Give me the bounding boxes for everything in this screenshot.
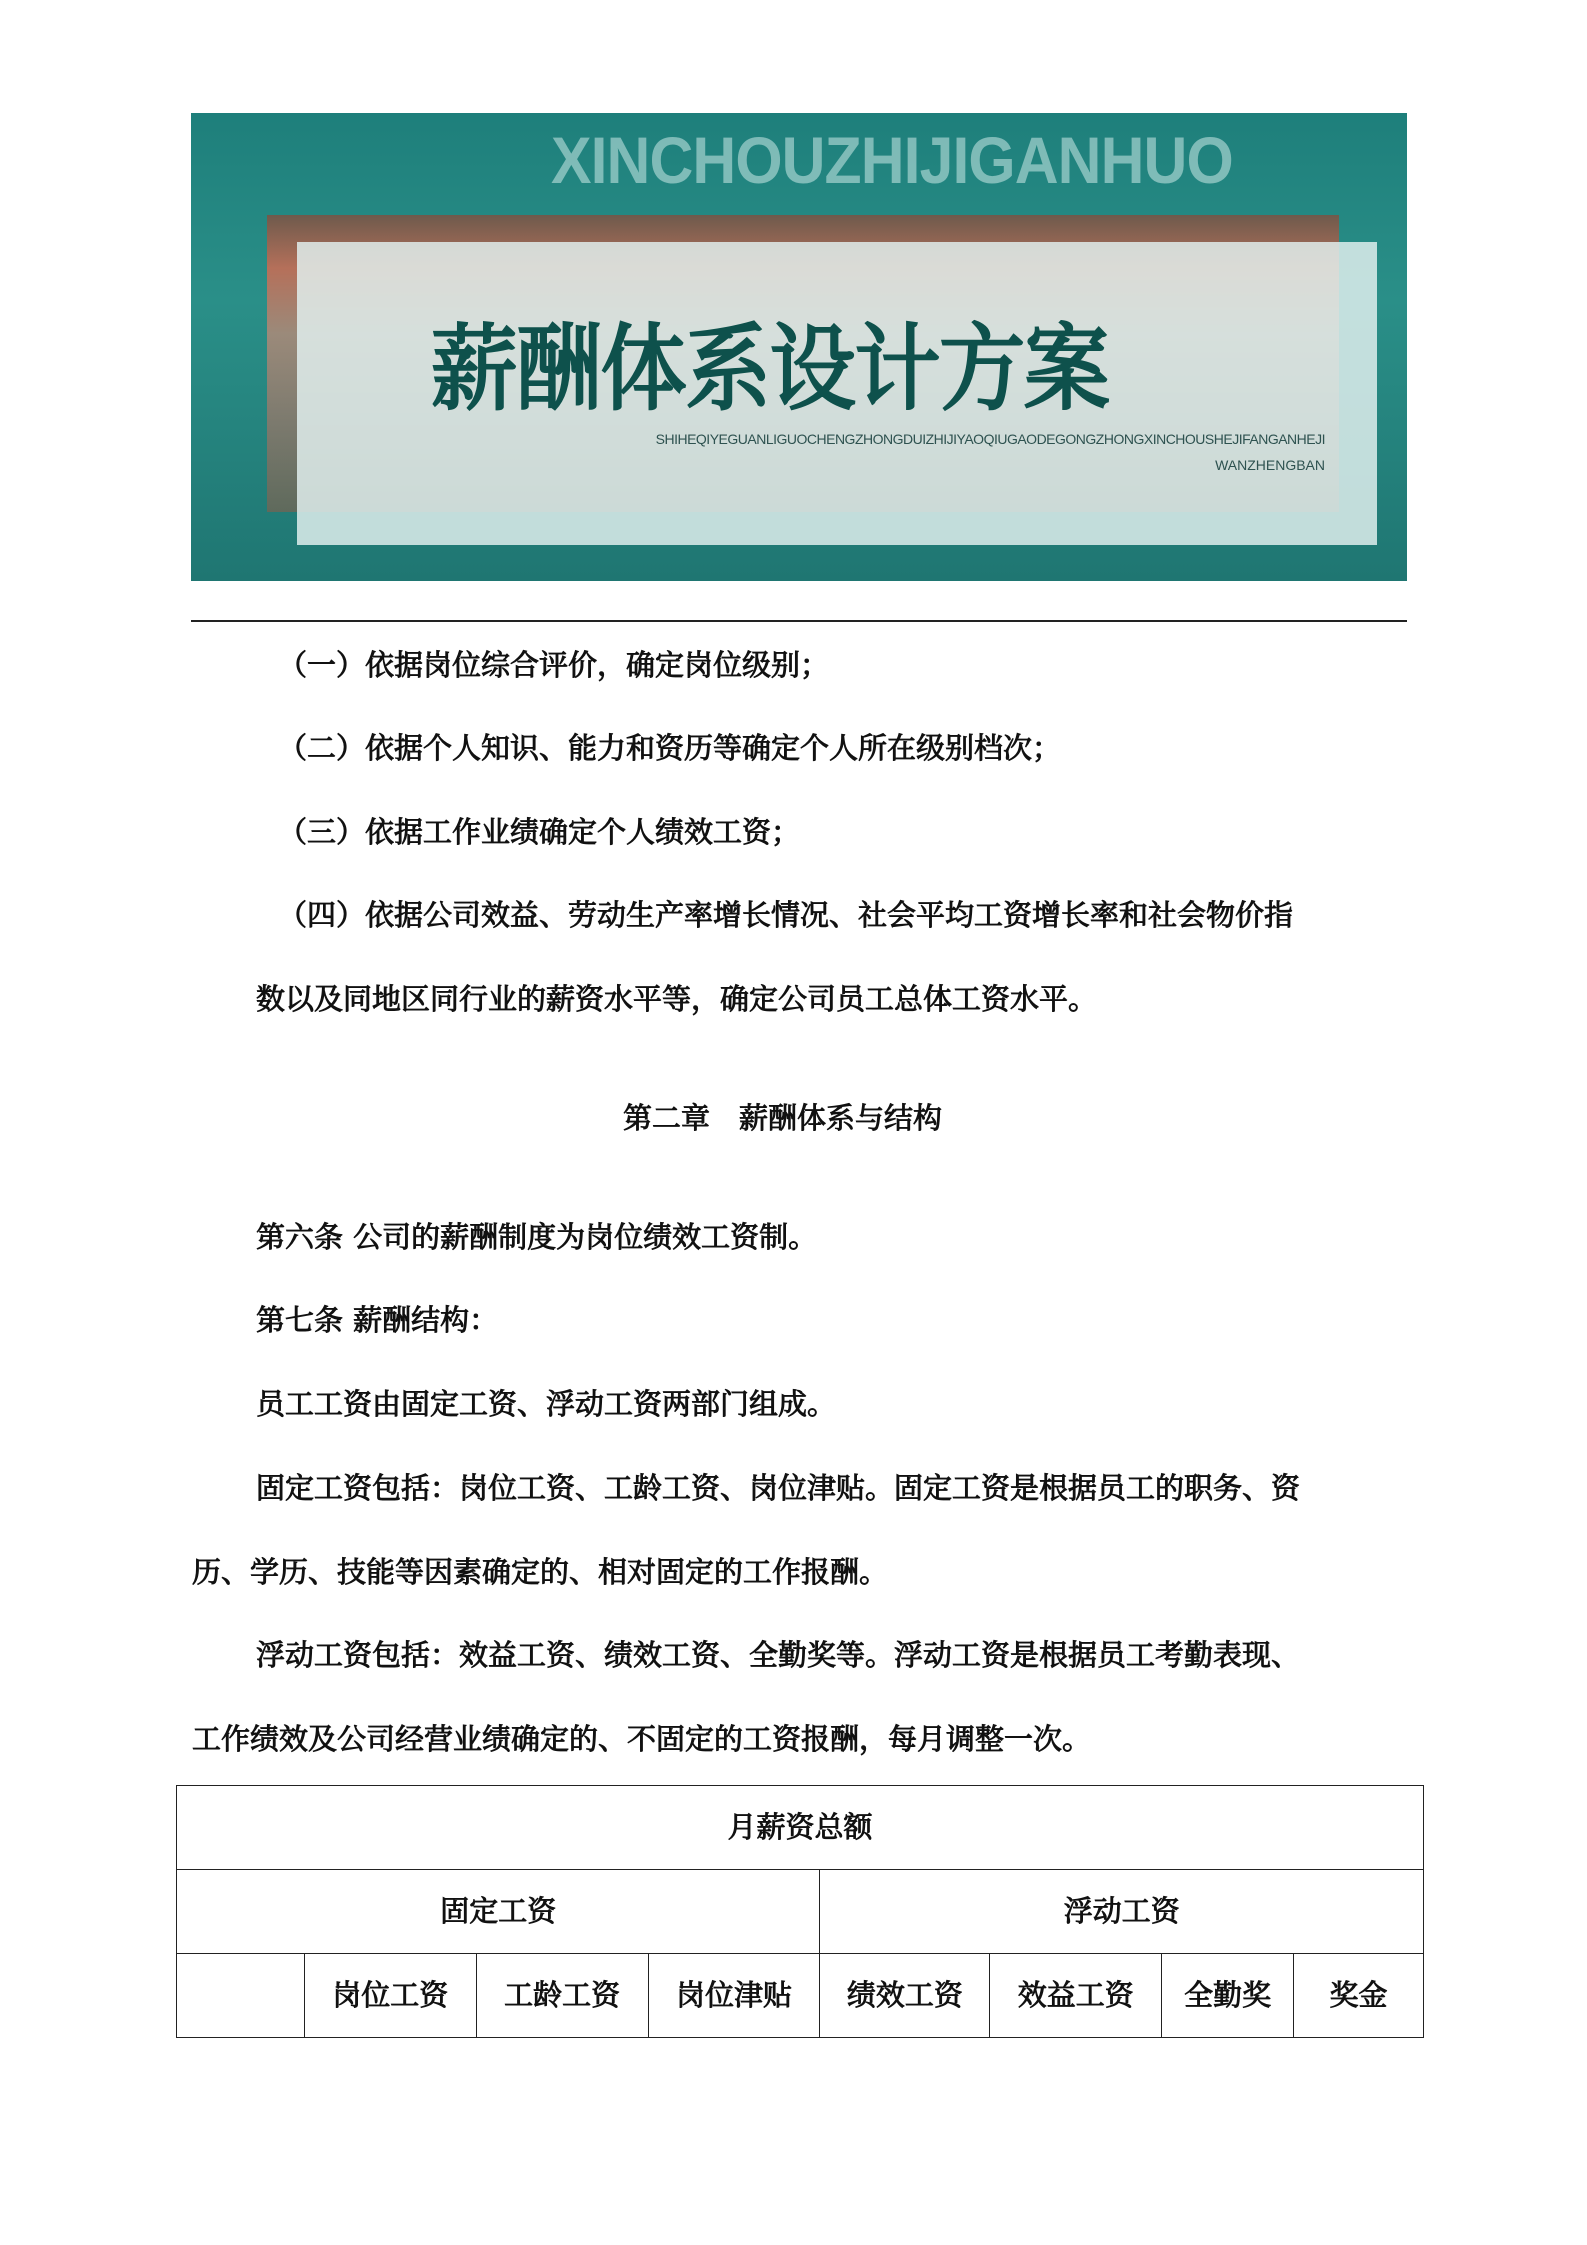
group-floating-salary: 浮动工资 <box>820 1870 1424 1954</box>
paragraph: 浮动工资包括：效益工资、绩效工资、全勤奖等。浮动工资是根据员工考勤表现、 <box>256 1638 1301 1672</box>
paragraph: 工作绩效及公司经营业绩确定的、不固定的工资报酬，每月调整一次。 <box>192 1722 1092 1756</box>
cover-banner <box>191 113 1407 581</box>
list-item: （四）依据公司效益、劳动生产率增长情况、社会平均工资增长率和社会物价指 <box>278 898 1294 932</box>
paragraph: 固定工资包括：岗位工资、工龄工资、岗位津贴。固定工资是根据员工的职务、资 <box>256 1471 1301 1505</box>
table-cell: 效益工资 <box>990 1954 1162 2038</box>
table-cell: 奖金 <box>1294 1954 1424 2038</box>
table-cell: 全勤奖 <box>1162 1954 1294 2038</box>
table-title: 月薪资总额 <box>177 1786 1424 1870</box>
table-cell: 绩效工资 <box>820 1954 990 2038</box>
table-cell: 岗位工资 <box>304 1954 476 2038</box>
divider <box>191 620 1407 622</box>
table-cell <box>177 1954 305 2038</box>
list-item: （一）依据岗位综合评价，确定岗位级别； <box>278 648 830 682</box>
paragraph: 第六条 公司的薪酬制度为岗位绩效工资制。 <box>256 1220 818 1254</box>
list-item: （二）依据个人知识、能力和资历等确定个人所在级别档次； <box>278 731 1062 765</box>
banner-title: 薪酬体系设计方案 <box>431 315 1109 424</box>
paragraph: 第七条 薪酬结构： <box>256 1303 499 1337</box>
paragraph: 员工工资由固定工资、浮动工资两部门组成。 <box>256 1387 837 1421</box>
banner-subtitle: SHIHEQIYEGUANLIGUOCHENGZHONGDUIZHIJIYAOQIUGAODEGONGZHONGXINCHOUSHEJIFANGANHEJI <box>655 431 1325 447</box>
salary-structure-table <box>176 1785 1424 2038</box>
banner-subtitle-2: WANZHENGBAN <box>1215 457 1325 473</box>
paragraph: 历、学历、技能等因素确定的、相对固定的工作报酬。 <box>192 1555 889 1589</box>
group-fixed-salary: 固定工资 <box>177 1870 820 1954</box>
banner-watermark: XINCHOUZHIJIGANHUO <box>551 123 1233 197</box>
list-item: （三）依据工作业绩确定个人绩效工资； <box>278 815 801 849</box>
table-cell: 岗位津贴 <box>648 1954 820 2038</box>
chapter-heading: 第二章 薪酬体系与结构 <box>623 1101 943 1135</box>
table-cell: 工龄工资 <box>476 1954 648 2038</box>
list-item: 数以及同地区同行业的薪资水平等，确定公司员工总体工资水平。 <box>256 982 1098 1016</box>
